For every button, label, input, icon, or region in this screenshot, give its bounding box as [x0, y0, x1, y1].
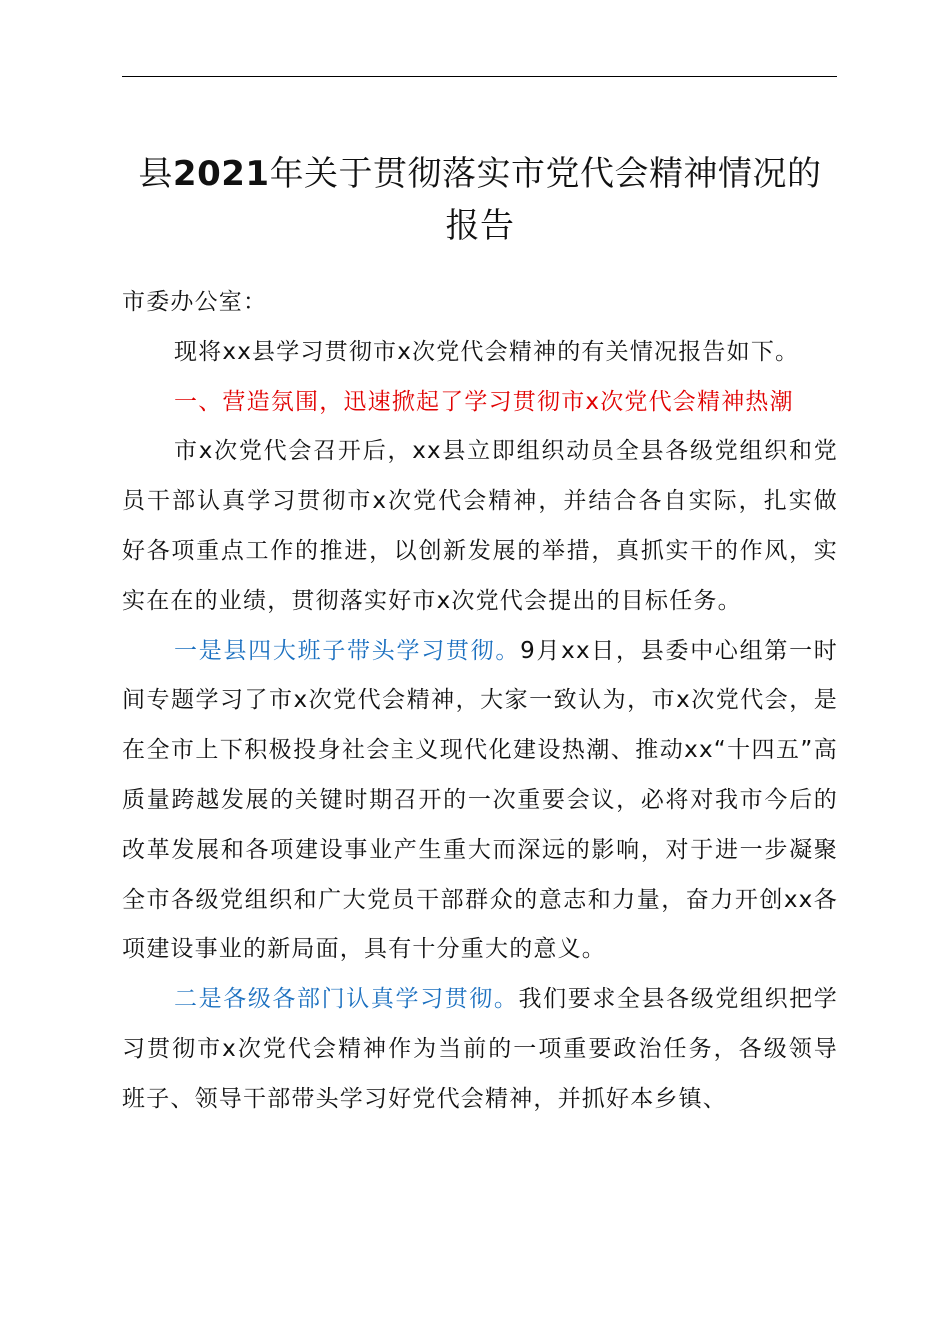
- point-1-lead: 一是县四大班子带头学习贯彻。: [174, 637, 521, 664]
- header-rule: [122, 76, 837, 77]
- point-2-paragraph: [122, 975, 838, 1124]
- title-year: 2021: [172, 154, 270, 194]
- section-1-heading: 一、营造氛围，迅速掀起了学习贯彻市x次党代会精神热潮: [174, 388, 794, 415]
- salutation: 市委办公室：: [122, 289, 268, 315]
- document-body: [122, 278, 838, 1125]
- point-2-text: 我们要求全县各级党组织把学习贯彻市x次党代会精神作为当前的一项重要政治任务，各级领导班子、领导干部带头学习好党代会精神，并抓好本乡镇、: [122, 986, 838, 1112]
- intro-paragraph: 现将xx县学习贯彻市x次党代会精神的有关情况报告如下。: [174, 338, 800, 365]
- point-2-lead: 二是各级各部门认真学习贯彻。: [174, 986, 519, 1013]
- section-1-paragraph: 市x次党代会召开后，xx县立即组织动员全县各级党组织和党员干部认真学习贯彻市x次党代会精神，并结合各自实际，扎实做好各项重点工作的推进，以创新发展的举措，真抓实干的作风，实实在在的业绩，贯彻落实好市x次党代会提出的目标任务。: [122, 438, 838, 614]
- title-prefix: 县: [138, 154, 173, 194]
- point-1-paragraph: [122, 627, 838, 976]
- document-title: [100, 148, 860, 252]
- point-1-text: 9月xx日，县委中心组第一时间专题学习了市x次党代会精神，大家一致认为，市x次党代会，是在全市上下积极投身社会主义现代化建设热潮、推动xx“十四五”高质量跨越发展的关键时期召开的一次重要会议，必将对我市今后的改革发展和各项建设事业产生重大而深远的影响，对于进一步凝聚全市各级党组织和广大党员干部群众的意志和力量，奋力开创xx各项建设事业的新局面，具有十分重大的意义。: [122, 637, 838, 963]
- title-line2: 报告: [445, 206, 515, 246]
- title-rest: 年关于贯彻落实市党代会精神情况的: [269, 154, 822, 194]
